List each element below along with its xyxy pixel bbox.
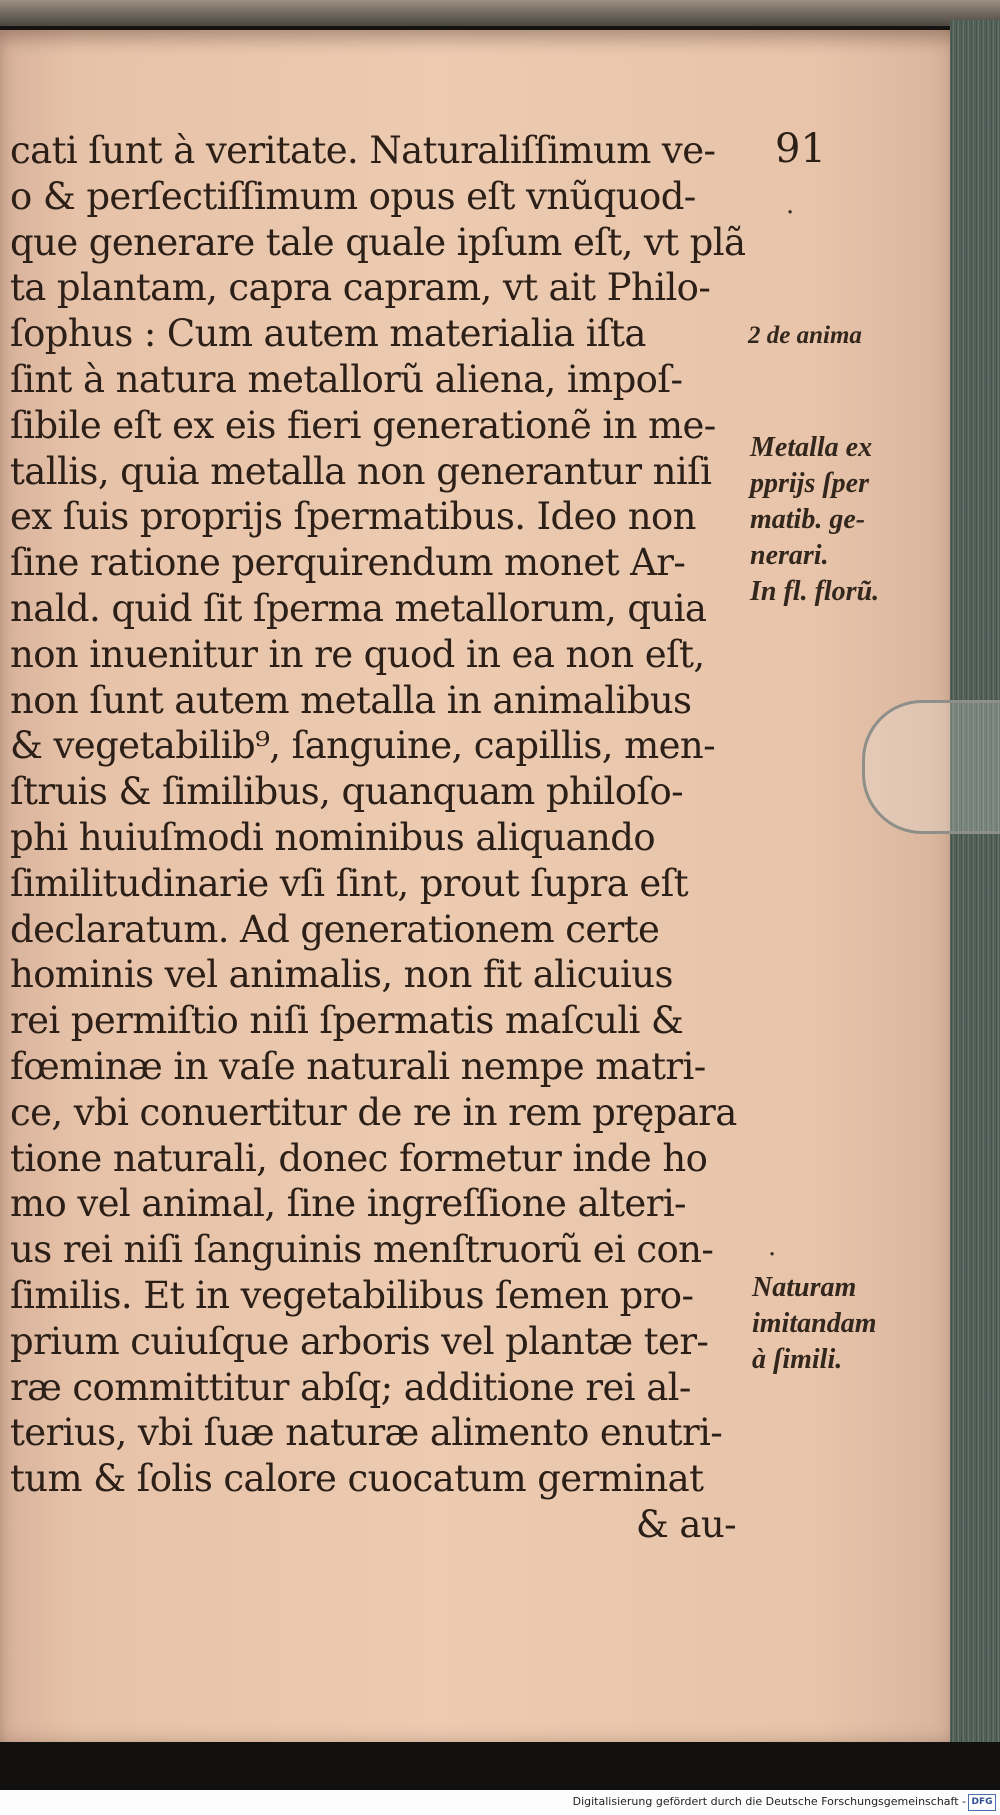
text-line: fœminæ in vaſe naturali nempe matri- xyxy=(10,1044,706,1088)
ink-dot: · xyxy=(768,1240,777,1270)
margin-note-line: matib. ge- xyxy=(750,504,866,535)
text-line: o & perſectiſſimum opus eſt vnũquod- xyxy=(10,174,696,218)
text-line: ce, vbi conuertitur de re in rem prępara xyxy=(10,1090,737,1134)
text-line: phi huiuſmodi nominibus aliquando xyxy=(10,815,656,859)
text-line: us rei niſi ſanguinis menſtruorũ ei con- xyxy=(10,1228,714,1272)
text-line: terius, vbi ſuæ naturæ alimento enutri- xyxy=(10,1411,723,1455)
text-line: ræ committitur abſq; additione rei al- xyxy=(10,1365,691,1409)
text-line: tione naturali, donec formetur inde ho xyxy=(10,1136,708,1180)
text-line: ſimilis. Et in vegetabilibus ſemen pro- xyxy=(10,1273,694,1317)
margin-note-metalla xyxy=(750,430,879,610)
body-text xyxy=(10,128,746,1548)
text-line: ex ſuis proprijs ſpermatibus. Ideo non xyxy=(10,495,696,539)
margin-note-line: nerari. xyxy=(750,540,829,571)
scan-bottom-background xyxy=(0,1742,1000,1790)
page-top-edge xyxy=(0,0,1000,26)
text-line: ſophus : Cum autem materialia iſta xyxy=(10,312,646,356)
page-number: 91 xyxy=(775,126,826,172)
text-line: ſtruis & ſimilibus, quanquam philoſo- xyxy=(10,770,684,814)
margin-note-line: In fl. florũ. xyxy=(750,576,880,607)
text-line: ſibile eſt ex eis fieri generationẽ in me- xyxy=(10,403,716,447)
text-line: cati ſunt à veritate. Naturaliſſimum ve- xyxy=(10,129,716,172)
ink-dot: · xyxy=(786,198,795,228)
text-line: ſine ratione perquirendum monet Ar- xyxy=(10,541,686,585)
dfg-logo-icon: DFG xyxy=(968,1794,996,1811)
text-line: non ſunt autem metalla in animalibus xyxy=(10,678,692,722)
page-clip xyxy=(862,700,1000,834)
text-line: prium cuiuſque arboris vel plantæ ter- xyxy=(10,1319,709,1363)
margin-note-de-anima: 2 de anima xyxy=(748,322,862,349)
text-line: ta plantam, capra capram, vt ait Philo- xyxy=(10,266,711,310)
text-line: tum & ſolis calore cuocatum germinat xyxy=(10,1457,704,1501)
margin-note-line: Naturam xyxy=(752,1272,857,1303)
text-line: ſint à natura metallorũ aliena, impoſ- xyxy=(10,357,683,401)
text-line: que generare tale quale ipſum eſt, vt plã xyxy=(10,220,746,264)
text-line: nald. quid ſit ſperma metallorum, quia xyxy=(10,586,707,630)
margin-note-naturam xyxy=(752,1270,876,1378)
margin-note-line: imitandam xyxy=(752,1308,877,1339)
text-line: non inuenitur in re quod in ea non eſt, xyxy=(10,632,705,676)
text-line: hominis vel animalis, non fit alicuius xyxy=(10,953,673,997)
text-line: rei permiſtio niſi ſpermatis maſculi & xyxy=(10,999,684,1043)
margin-note-line: Metalla ex xyxy=(750,432,873,463)
margin-note-line: pprijs ſper xyxy=(750,468,869,499)
footer-credit: Digitalisierung gefördert durch die Deutsche Forschungsgemeinschaft - xyxy=(572,1795,966,1808)
text-line: ſimilitudinarie vſi ſint, prout ſupra eſt xyxy=(10,861,689,905)
catchword: & au- xyxy=(635,1502,736,1546)
text-line: tallis, quia metalla non generantur niſi xyxy=(10,449,712,493)
text-line: declaratum. Ad generationem certe xyxy=(10,907,660,951)
book-fore-edge xyxy=(950,20,1000,1750)
text-line: mo vel animal, ſine ingreſſione alteri- xyxy=(10,1182,686,1226)
text-line: & vegetabilib⁹, ſanguine, capillis, men- xyxy=(10,724,716,768)
margin-note-line: à ſimili. xyxy=(752,1344,843,1375)
footer-bar xyxy=(0,1790,1000,1815)
